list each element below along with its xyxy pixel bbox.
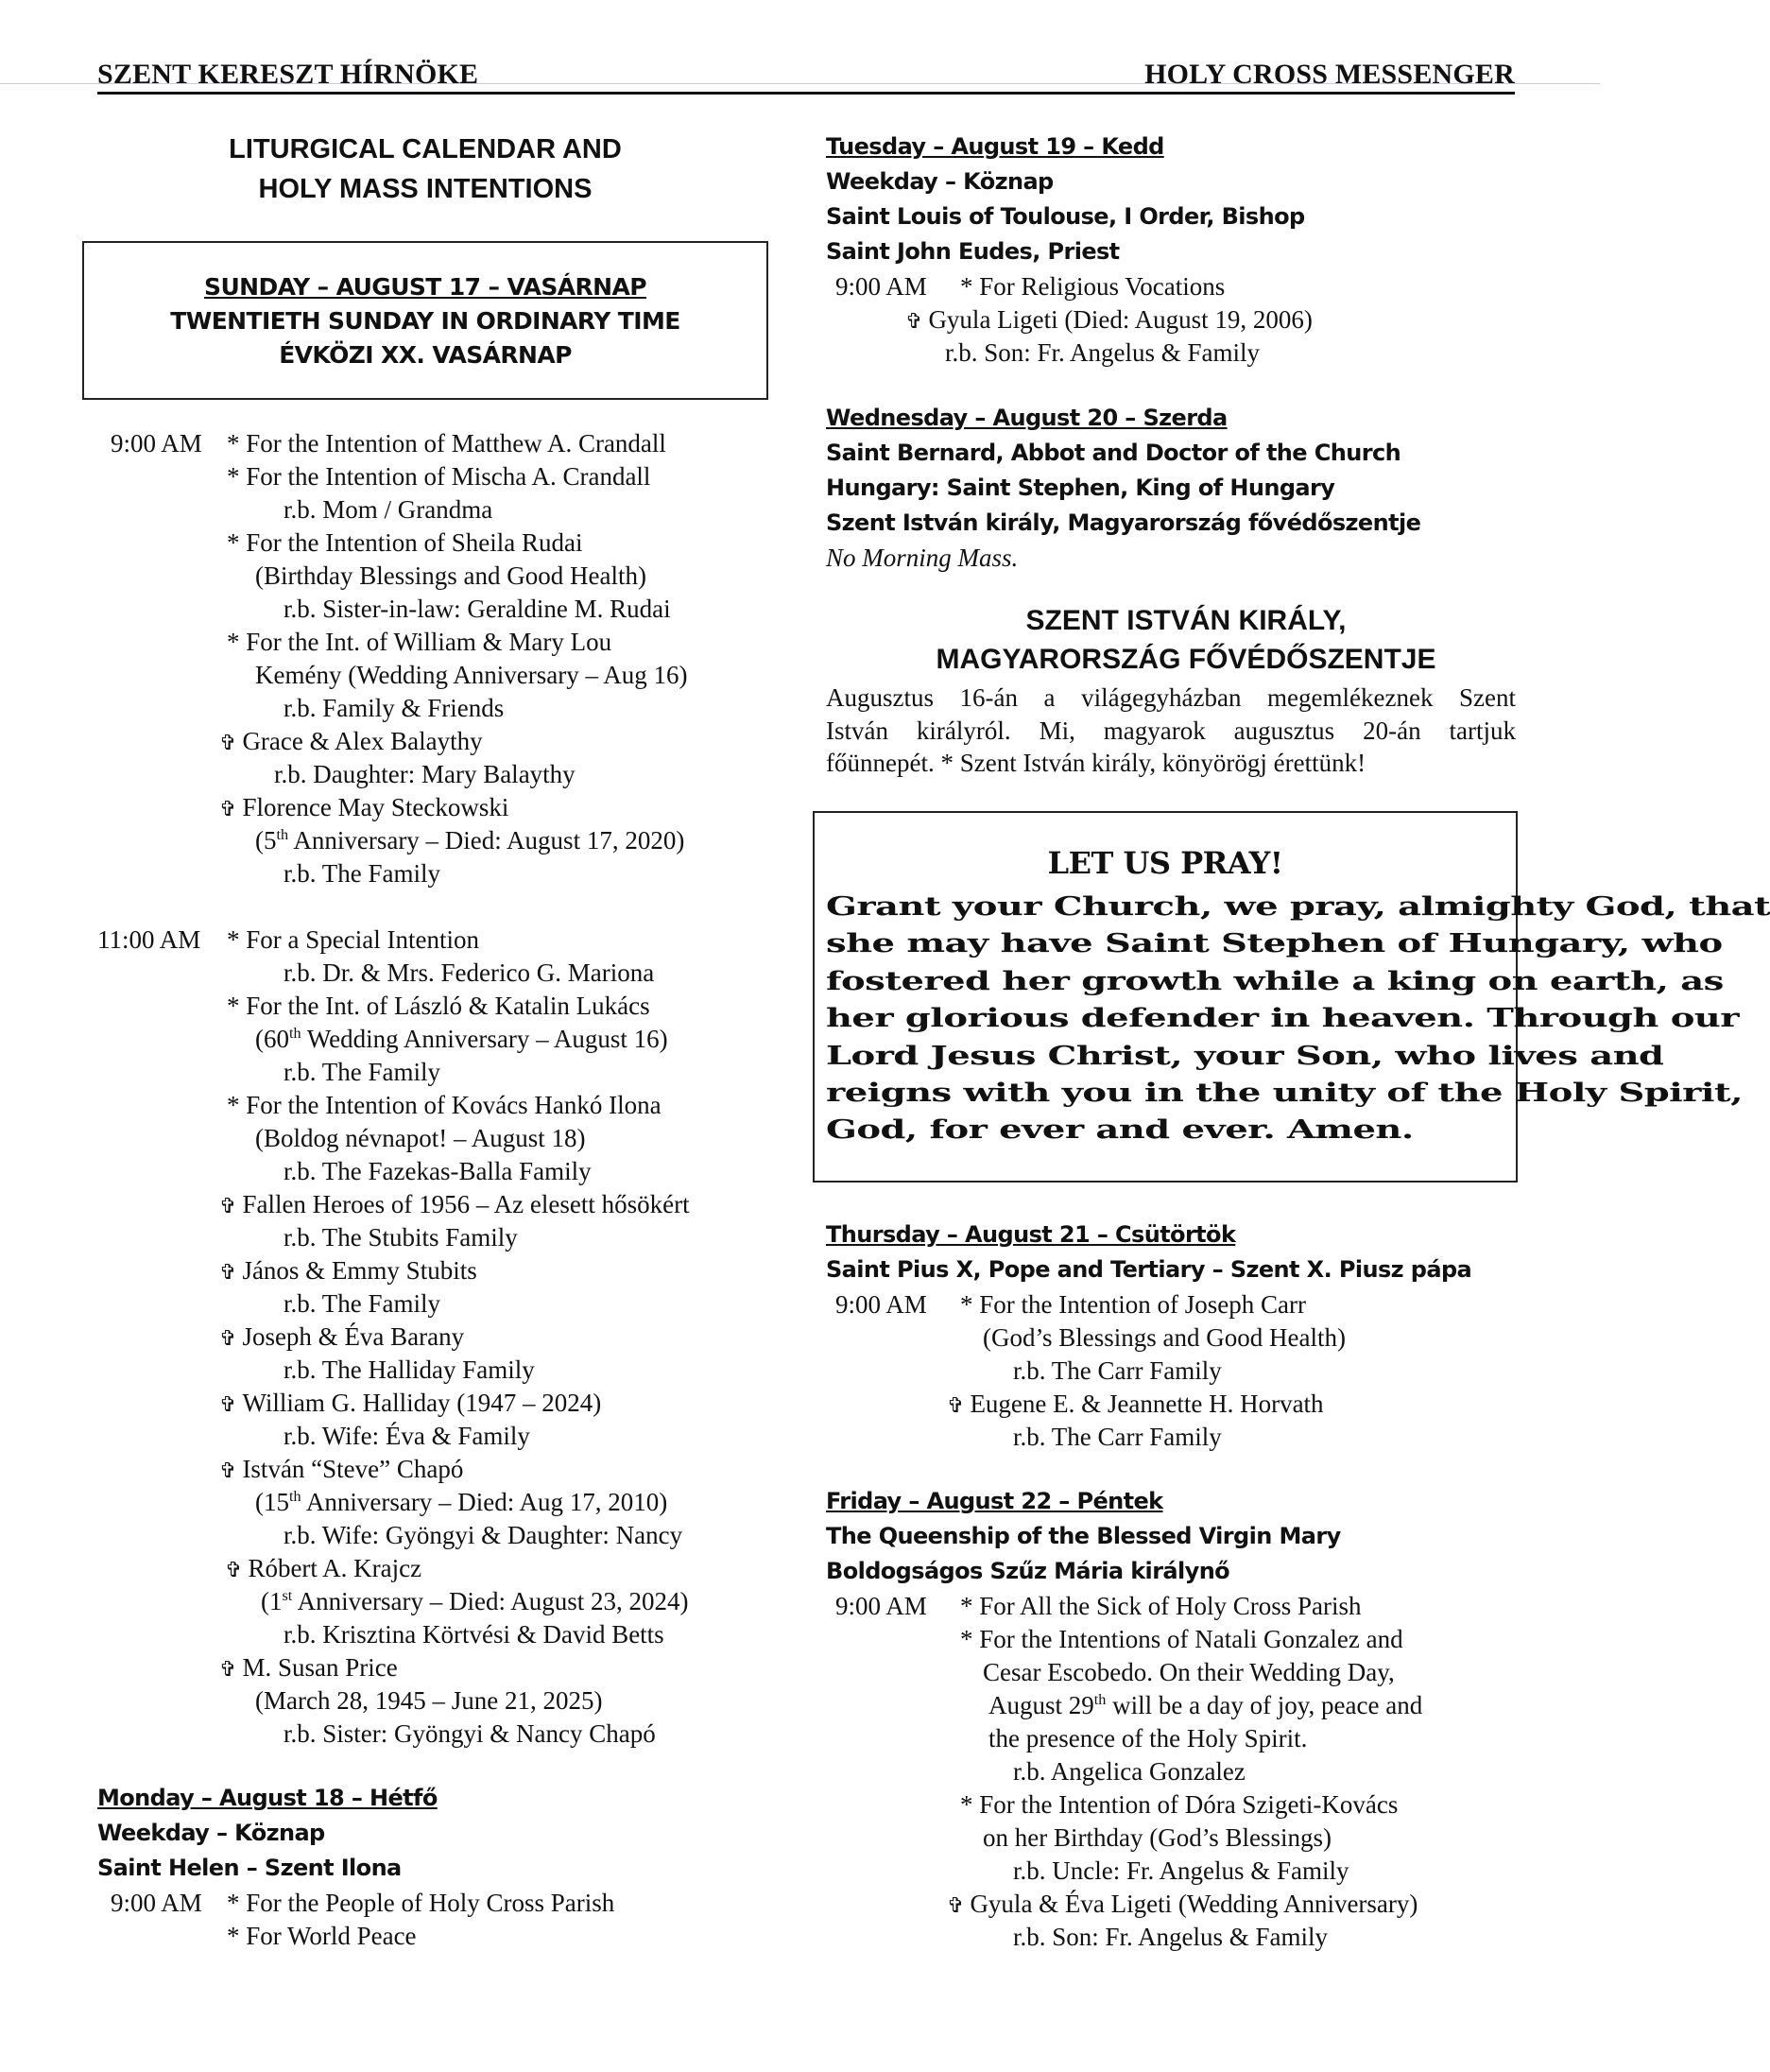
deceased-name: Eugene E. & Jeannette H. Horvath bbox=[970, 1390, 1324, 1418]
requested-by-line: r.b. The Stubits Family bbox=[284, 1223, 518, 1252]
detail-part: (60 bbox=[255, 1025, 289, 1053]
detail-part: Anniversary – Died: August 23, 2024) bbox=[292, 1587, 689, 1615]
cross-icon: ✞ bbox=[219, 1195, 237, 1218]
intention-detail: the presence of the Holy Spirit. bbox=[988, 1724, 1308, 1753]
ordinal-suffix: th bbox=[276, 826, 289, 843]
intention-line: * For the Intention of Mischa A. Crandall bbox=[227, 462, 651, 491]
intention-line: * For All the Sick of Holy Cross Parish bbox=[960, 1592, 1362, 1620]
sunday-subtitle: TWENTIETH SUNDAY IN ORDINARY TIME bbox=[170, 307, 680, 335]
intention-line: * For a Special Intention bbox=[227, 925, 479, 954]
deceased-name: Grace & Alex Balaythy bbox=[242, 727, 483, 755]
cross-icon: ✞ bbox=[219, 1327, 237, 1351]
detail-part: will be a day of joy, peace and bbox=[1106, 1691, 1423, 1719]
deceased-line bbox=[219, 1389, 601, 1418]
requested-by-line: r.b. The Family bbox=[284, 1289, 440, 1318]
deceased-name: Florence May Steckowski bbox=[242, 793, 509, 821]
intention-line: * For Religious Vocations bbox=[960, 272, 1226, 301]
feast-line: Saint John Eudes, Priest bbox=[826, 238, 1120, 265]
mass-time-9am: 9:00 AM bbox=[111, 429, 202, 458]
section-title-line1: LITURGICAL CALENDAR AND bbox=[229, 134, 622, 164]
day-heading-wednesday: Wednesday – August 20 – Szerda bbox=[826, 405, 1228, 431]
prayer-line: God, for ever and ever. Amen. bbox=[826, 1114, 1414, 1146]
feast-line: Saint Pius X, Pope and Tertiary – Szent X. Piusz pápa bbox=[826, 1256, 1472, 1283]
article-line: István királyról. Mi, magyarok augusztus 20-án tartjuk bbox=[826, 716, 1516, 745]
mass-time: 9:00 AM bbox=[111, 1889, 202, 1917]
feast-line: Szent István király, Magyarország fővédőszentje bbox=[826, 509, 1421, 536]
feast-line: The Queenship of the Blessed Virgin Mary bbox=[826, 1523, 1341, 1549]
article-body bbox=[826, 682, 1516, 780]
deceased-line bbox=[219, 1190, 690, 1219]
intention-line: * For the Intention of Joseph Carr bbox=[960, 1290, 1306, 1319]
cross-icon: ✞ bbox=[219, 1658, 237, 1682]
prayer-line: reigns with you in the unity of the Holy Spirit, bbox=[826, 1078, 1744, 1109]
section-title-line2: HOLY MASS INTENTIONS bbox=[258, 174, 593, 204]
requested-by-line: r.b. Dr. & Mrs. Federico G. Mariona bbox=[284, 958, 655, 987]
cross-icon: ✞ bbox=[219, 1393, 237, 1417]
prayer-line: she may have Saint Stephen of Hungary, who bbox=[826, 928, 1723, 959]
prayer-line: Lord Jesus Christ, your Son, who lives and bbox=[826, 1040, 1664, 1071]
intention-detail bbox=[255, 1025, 668, 1054]
deceased-name: Gyula Ligeti (Died: August 19, 2006) bbox=[928, 305, 1313, 334]
deceased-name: István “Steve” Chapó bbox=[242, 1455, 464, 1483]
feast-line: Weekday – Köznap bbox=[826, 168, 1054, 195]
intention-detail: (God’s Blessings and Good Health) bbox=[983, 1323, 1346, 1352]
article-title-line1: SZENT ISTVÁN KIRÁLY, bbox=[1025, 605, 1347, 636]
cross-icon: ✞ bbox=[947, 1894, 965, 1918]
deceased-name: Róbert A. Krajcz bbox=[248, 1554, 422, 1582]
intention-line: * For the Int. of László & Katalin Lukács bbox=[227, 992, 650, 1020]
intention-detail: (Boldog névnapot! – August 18) bbox=[255, 1124, 586, 1152]
intention-detail: Cesar Escobedo. On their Wedding Day, bbox=[983, 1658, 1395, 1686]
deceased-name: Fallen Heroes of 1956 – Az elesett hősökért bbox=[242, 1190, 690, 1218]
requested-by-line: r.b. Sister: Gyöngyi & Nancy Chapó bbox=[284, 1719, 656, 1748]
sunday-box bbox=[82, 241, 768, 400]
intention-line: * For the Int. of William & Mary Lou bbox=[227, 628, 612, 656]
header-right-title: HOLY CROSS MESSENGER bbox=[1144, 59, 1515, 90]
intention-detail: on her Birthday (God’s Blessings) bbox=[983, 1823, 1332, 1852]
intention-line: * For the People of Holy Cross Parish bbox=[227, 1889, 615, 1917]
requested-by-line: r.b. Son: Fr. Angelus & Family bbox=[945, 338, 1261, 367]
requested-by-line: r.b. The Family bbox=[284, 859, 440, 888]
cross-icon: ✞ bbox=[219, 732, 237, 755]
requested-by-line: r.b. Wife: Éva & Family bbox=[284, 1422, 530, 1450]
intention-detail: (Birthday Blessings and Good Health) bbox=[255, 561, 646, 590]
deceased-name: János & Emmy Stubits bbox=[242, 1256, 477, 1285]
deceased-name: William G. Halliday (1947 – 2024) bbox=[242, 1389, 602, 1417]
intention-detail bbox=[261, 1587, 689, 1616]
deceased-name: Joseph & Éva Barany bbox=[242, 1322, 465, 1351]
feast-line: Saint Bernard, Abbot and Doctor of the Church bbox=[826, 440, 1401, 466]
requested-by-line: r.b. The Carr Family bbox=[1013, 1356, 1222, 1385]
mass-time: 9:00 AM bbox=[835, 272, 927, 301]
intention-line: * For the Intention of Sheila Rudai bbox=[227, 528, 583, 557]
requested-by-line: r.b. Wife: Gyöngyi & Daughter: Nancy bbox=[284, 1521, 683, 1549]
no-mass-note: No Morning Mass. bbox=[826, 544, 1019, 572]
intention-line: * For the Intentions of Natali Gonzalez and bbox=[960, 1625, 1403, 1653]
mass-time: 9:00 AM bbox=[835, 1592, 927, 1620]
requested-by-line: r.b. Son: Fr. Angelus & Family bbox=[1013, 1923, 1329, 1951]
ordinal-suffix: st bbox=[282, 1587, 293, 1604]
ordinal-suffix: th bbox=[289, 1488, 301, 1505]
header-rule bbox=[97, 92, 1515, 95]
requested-by-line: r.b. The Carr Family bbox=[1013, 1423, 1222, 1451]
detail-part: (15 bbox=[255, 1488, 289, 1516]
deceased-line bbox=[947, 1390, 1324, 1419]
intention-detail bbox=[988, 1691, 1422, 1720]
cross-icon: ✞ bbox=[219, 798, 237, 821]
intention-line: * For the Intention of Matthew A. Crandall bbox=[227, 429, 666, 458]
requested-by-line: r.b. Sister-in-law: Geraldine M. Rudai bbox=[284, 595, 671, 623]
day-heading-thursday: Thursday – August 21 – Csütörtök bbox=[826, 1221, 1236, 1248]
deceased-line bbox=[219, 1256, 477, 1286]
deceased-line bbox=[219, 1322, 464, 1352]
deceased-name: M. Susan Price bbox=[242, 1653, 398, 1682]
intention-line: * For the Intention of Kovács Hankó Ilona bbox=[227, 1091, 662, 1119]
requested-by-line: r.b. The Fazekas-Balla Family bbox=[284, 1157, 592, 1185]
deceased-line bbox=[219, 1653, 398, 1683]
cross-icon: ✞ bbox=[219, 1459, 237, 1483]
mass-time-11am: 11:00 AM bbox=[97, 925, 201, 954]
requested-by-line: r.b. Mom / Grandma bbox=[284, 495, 493, 524]
prayer-line: fostered her growth while a king on earth, as bbox=[826, 965, 1724, 996]
day-heading-friday: Friday – August 22 – Péntek bbox=[826, 1488, 1163, 1514]
intention-detail bbox=[255, 1488, 667, 1517]
prayer-line: Grant your Church, we pray, almighty God, that bbox=[826, 891, 1770, 922]
deceased-line bbox=[219, 727, 483, 756]
requested-by-line: r.b. Krisztina Körtvési & David Betts bbox=[284, 1620, 664, 1649]
cross-icon: ✞ bbox=[219, 1261, 237, 1285]
article-title-line2: MAGYARORSZÁG FŐVÉDŐSZENTJE bbox=[936, 644, 1436, 675]
deceased-line bbox=[947, 1890, 1418, 1919]
requested-by-line: r.b. The Halliday Family bbox=[284, 1355, 535, 1384]
intention-line: * For the Intention of Dóra Szigeti-Kovács bbox=[960, 1790, 1399, 1819]
cross-icon: ✞ bbox=[947, 1394, 965, 1418]
deceased-line bbox=[219, 1455, 463, 1484]
prayer-title: LET US PRAY! bbox=[1047, 845, 1283, 881]
mass-time: 9:00 AM bbox=[835, 1290, 927, 1319]
deceased-line bbox=[225, 1554, 421, 1583]
deceased-line bbox=[905, 305, 1313, 335]
feast-line: Saint Helen – Szent Ilona bbox=[97, 1855, 402, 1881]
feast-line: Hungary: Saint Stephen, King of Hungary bbox=[826, 475, 1335, 501]
day-heading-monday: Monday – August 18 – Hétfő bbox=[97, 1785, 438, 1811]
detail-part: Anniversary – Died: Aug 17, 2010) bbox=[301, 1488, 668, 1516]
feast-line: Saint Louis of Toulouse, I Order, Bishop bbox=[826, 203, 1305, 230]
detail-part: (1 bbox=[261, 1587, 283, 1615]
deceased-name: Gyula & Éva Ligeti (Wedding Anniversary) bbox=[970, 1890, 1418, 1918]
prayer-body bbox=[826, 889, 1770, 1149]
requested-by-line: r.b. Angelica Gonzalez bbox=[1013, 1757, 1246, 1786]
deceased-line bbox=[219, 793, 508, 822]
detail-part: (5 bbox=[255, 826, 277, 855]
sunday-heading: SUNDAY – AUGUST 17 – VASÁRNAP bbox=[204, 273, 646, 301]
sunday-hungarian-title: ÉVKÖZI XX. VASÁRNAP bbox=[279, 341, 572, 369]
requested-by-line: r.b. The Family bbox=[284, 1058, 440, 1086]
detail-part: August 29 bbox=[988, 1691, 1094, 1719]
requested-by-line: r.b. Daughter: Mary Balaythy bbox=[274, 760, 576, 788]
detail-part: Anniversary – Died: August 17, 2020) bbox=[288, 826, 685, 855]
prayer-box bbox=[813, 811, 1770, 1183]
header-left-title: SZENT KERESZT HÍRNÖKE bbox=[97, 59, 479, 90]
cross-icon: ✞ bbox=[225, 1559, 243, 1582]
intention-detail: Kemény (Wedding Anniversary – Aug 16) bbox=[255, 661, 688, 689]
intention-detail bbox=[255, 826, 684, 855]
day-heading-tuesday: Tuesday – August 19 – Kedd bbox=[826, 133, 1164, 160]
intention-line: * For World Peace bbox=[227, 1922, 417, 1950]
feast-line: Boldogságos Szűz Mária királynő bbox=[826, 1558, 1230, 1584]
article-line: főünnepét. * Szent István király, könyörögj érettünk! bbox=[826, 749, 1366, 777]
requested-by-line: r.b. Uncle: Fr. Angelus & Family bbox=[1013, 1856, 1349, 1885]
ordinal-suffix: th bbox=[289, 1025, 301, 1042]
article-line: Augusztus 16-án a világegyházban megemlékeznek Szent bbox=[826, 683, 1516, 712]
feast-line: Weekday – Köznap bbox=[97, 1820, 325, 1846]
prayer-line: her glorious defender in heaven. Through our bbox=[826, 1003, 1739, 1034]
ordinal-suffix: th bbox=[1093, 1691, 1107, 1708]
cross-icon: ✞ bbox=[905, 310, 923, 334]
requested-by-line: r.b. Family & Friends bbox=[284, 694, 505, 722]
intention-detail: (March 28, 1945 – June 21, 2025) bbox=[255, 1686, 603, 1715]
detail-part: Wedding Anniversary – August 16) bbox=[301, 1025, 668, 1053]
